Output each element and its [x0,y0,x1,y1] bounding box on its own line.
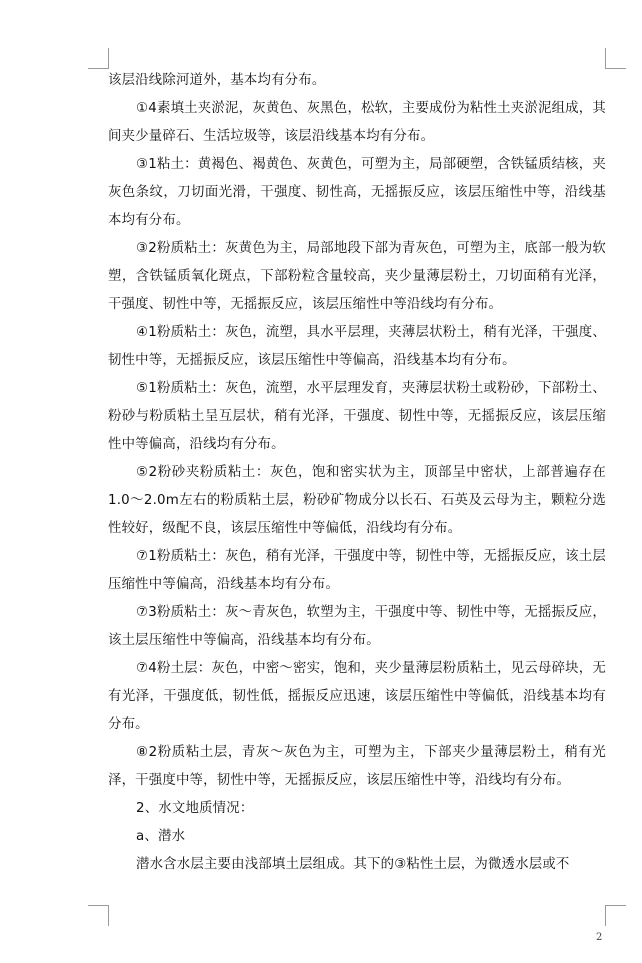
paragraph: ①4素填土夹淤泥，灰黄色、灰黑色，松软，主要成份为粘性土夹淤泥组成，其间夹少量碎石、生活垃圾等，该层沿线基本均有分布。 [108,101,606,144]
paragraph: ⑦1粉质粘土：灰色，稍有光泽，干强度中等，韧性中等，无摇振反应，该土层压缩性中等偏高，沿线基本均有分布。 [108,549,606,592]
paragraph: ⑤1粉质粘土：灰色，流塑，水平层理发育，夹薄层状粉土或粉砂，下部粉土、粉砂与粉质粘土呈互层状，稍有光泽，干强度、韧性中等，无摇振反应，该层压缩性中等偏高，沿线均有分布。 [108,381,606,452]
page-number: 2 [596,932,603,943]
margin-mark-bottom-right [605,905,626,926]
margin-mark-bottom-left [88,905,109,926]
paragraph: ③2粉质粘土：灰黄色为主，局部地段下部为青灰色，可塑为主，底部一般为软塑，含铁锰质氧化斑点，下部粉粒含量较高，夹少量薄层粉土，刀切面稍有光泽，干强度、韧性中等，无摇振反应，该层压缩性中等沿线均有分布。 [108,241,606,312]
margin-mark-top-right [605,48,626,69]
paragraph: ⑤2粉砂夹粉质粘土：灰色，饱和密实状为主，顶部呈中密状，上部普遍存在1.0～2.0m左右的粉质粘土层，粉砂矿物成分以长石、石英及云母为主，颗粒分选性较好，级配不良，该层压缩性中等偏低，沿线均有分布。 [108,465,606,536]
document-body [108,67,606,879]
section-heading: 2、水文地质情况： [136,801,254,816]
margin-mark-top-left [88,48,109,69]
paragraph: 潜水含水层主要由浅部填土层组成。其下的③粘性土层，为微透水层或不 [136,857,570,872]
paragraph: 该层沿线除河道外，基本均有分布。 [108,73,326,88]
paragraph: ⑦3粉质粘土：灰～青灰色，软塑为主，干强度中等、韧性中等，无摇振反应，该土层压缩性中等偏高，沿线基本均有分布。 [108,605,606,648]
subsection-heading: a、潜水 [136,829,186,844]
paragraph: ③1粘土：黄褐色、褐黄色、灰黄色，可塑为主，局部硬塑，含铁锰质结核，夹灰色条纹，刀切面光滑，干强度、韧性高，无摇振反应，该层压缩性中等，沿线基本均有分布。 [108,157,606,228]
paragraph: ④1粉质粘土：灰色，流塑，具水平层理，夹薄层状粉土，稍有光泽，干强度、韧性中等，无摇振反应，该层压缩性中等偏高，沿线基本均有分布。 [108,325,606,368]
paragraph: ⑦4粉土层：灰色，中密～密实，饱和，夹少量薄层粉质粘土，见云母碎块，无有光泽，干强度低，韧性低，摇振反应迅速，该层压缩性中等偏低，沿线基本均有分布。 [108,661,606,732]
paragraph: ⑧2粉质粘土层，青灰～灰色为主，可塑为主，下部夹少量薄层粉土，稍有光泽，干强度中等，韧性中等，无摇振反应，该层压缩性中等，沿线均有分布。 [108,745,606,788]
